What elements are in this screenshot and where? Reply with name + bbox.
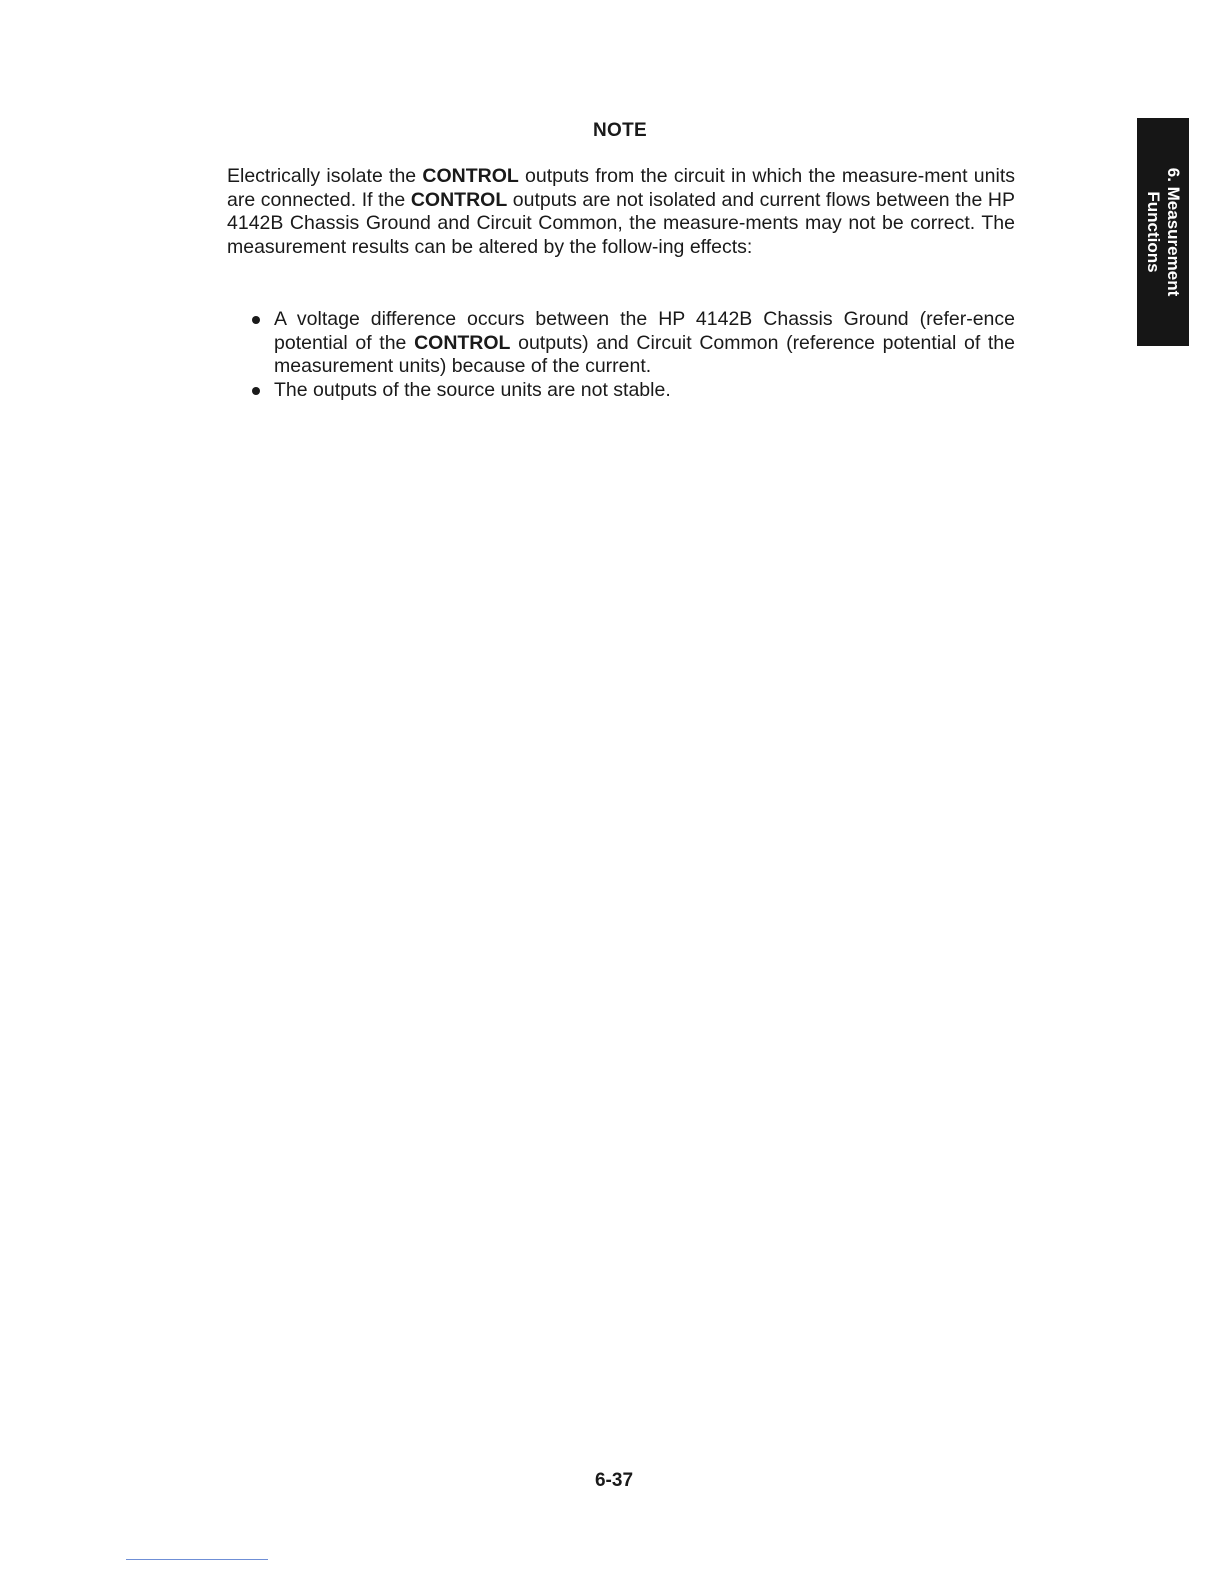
control-keyword: CONTROL <box>422 165 519 187</box>
section-tab <box>1137 118 1189 346</box>
text-run: outputs) and Circuit Common (reference potential of the measurement units) because of the current. <box>274 331 1015 377</box>
control-keyword: CONTROL <box>410 188 508 211</box>
text-run: The outputs of the source units are not stable. <box>274 378 671 401</box>
bullet-icon <box>252 387 260 395</box>
note-title: NOTE <box>593 120 647 141</box>
bullet-icon <box>252 316 260 324</box>
list-item <box>252 308 1015 379</box>
text-run: Electrically isolate the <box>227 165 423 187</box>
note-paragraph <box>227 165 1015 259</box>
section-tab-line-1: 6. Measurement <box>1164 167 1183 297</box>
text-run: outputs are not isolated and current flows between the HP 4142B Chassis Ground and Circuit Common, the measure-ments may not be correct. The measurement results can be altered by the follow-ing effects: <box>227 188 1015 258</box>
footer-rule <box>126 1559 268 1560</box>
section-tab-label <box>1143 118 1183 346</box>
list-item <box>252 379 1015 403</box>
page-number: 6-37 <box>594 1470 634 1491</box>
section-tab-line-2: Functions <box>1144 191 1163 273</box>
control-keyword: CONTROL <box>414 331 511 354</box>
effects-list <box>252 308 1015 402</box>
text-run: A voltage difference occurs between the HP 4142B Chassis Ground (refer-ence potential of the <box>274 308 1015 354</box>
text-run: outputs from the circuit in which the measure-ment units are connected. If the <box>227 165 1015 211</box>
